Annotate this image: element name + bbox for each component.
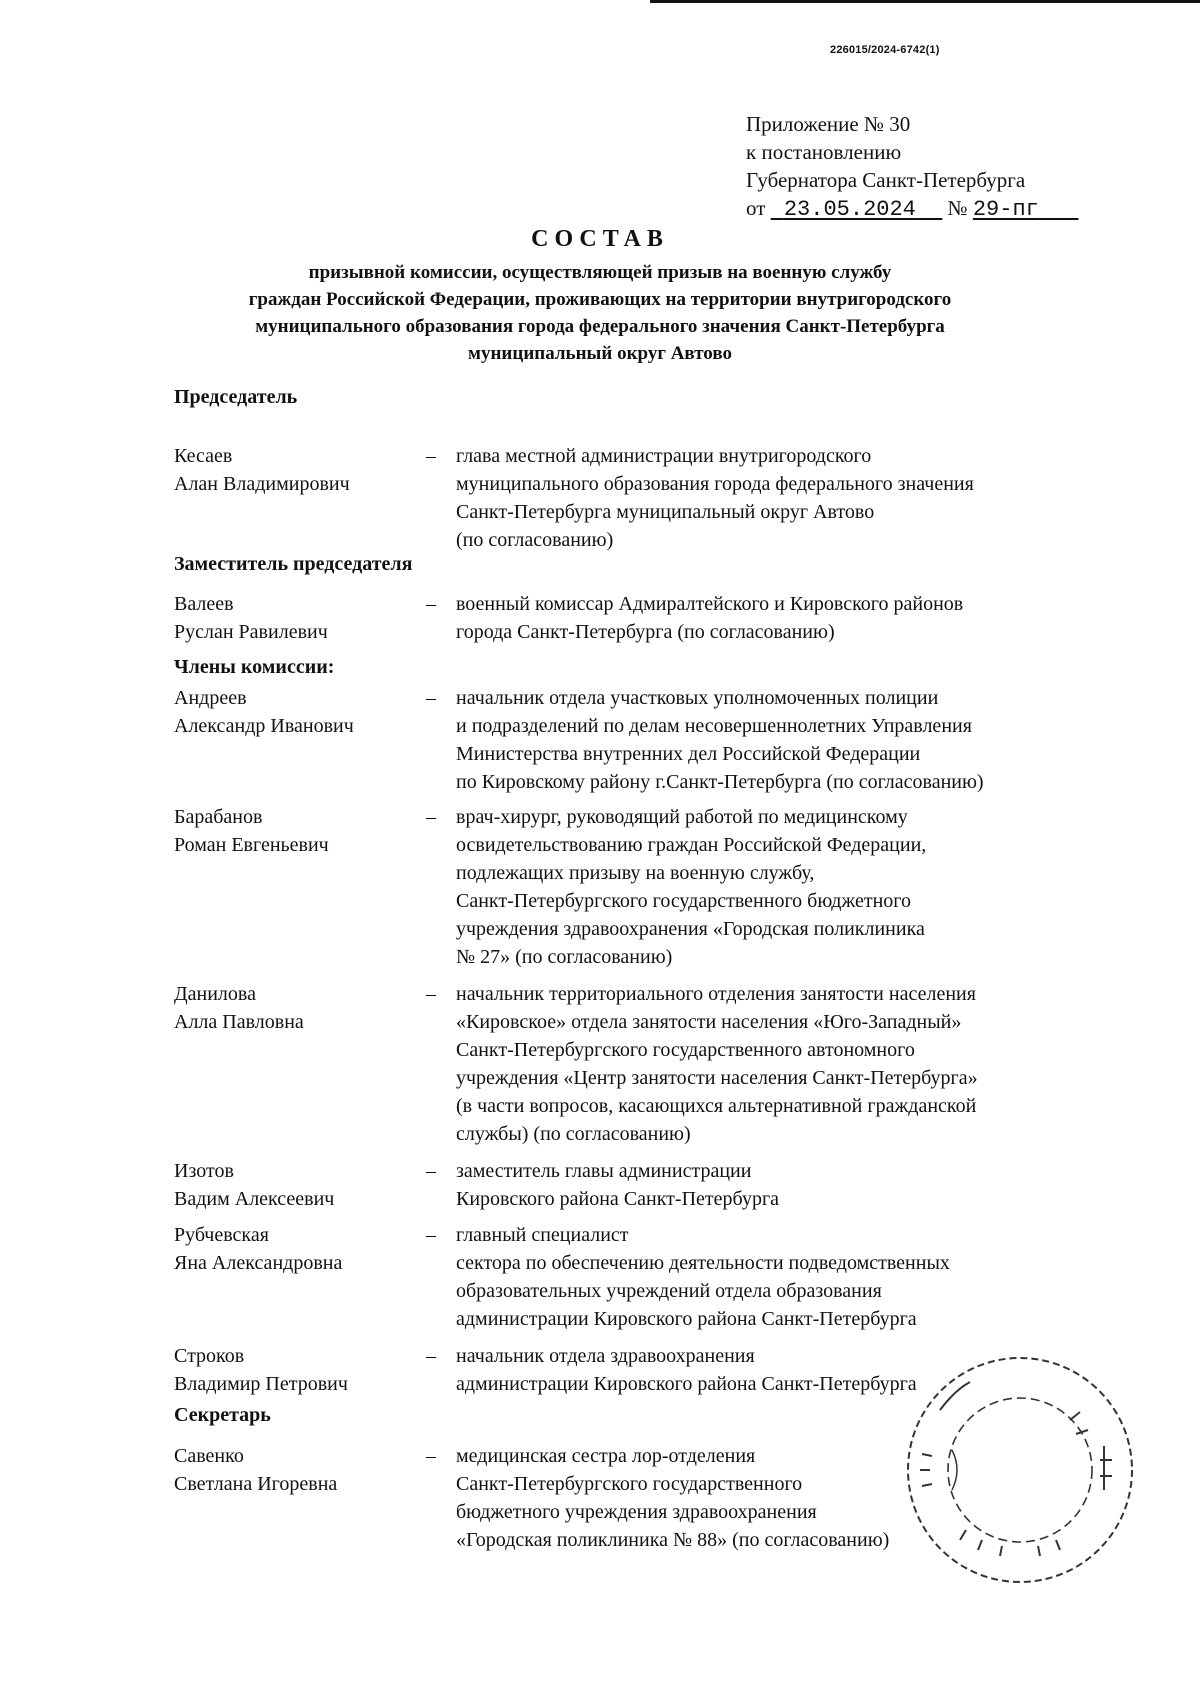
dash: – [426, 983, 436, 1005]
number-prefix: № [947, 196, 968, 220]
section-members: Члены комиссии: [174, 656, 335, 678]
member-description: врач-хирург, руководящий работой по медицинскому освидетельствованию граждан Российской Федерации, подлежащих призыву на военную службу, Санкт-Петербургского государственного бюджетного учреждения здравоохранения «Городская поликлиника № 27» (по согласованию) [456, 806, 927, 968]
document-number: 226015/2024-6742(1) [830, 44, 940, 56]
member-name: Изотов Вадим Алексеевич [174, 1160, 335, 1210]
dash: – [426, 1445, 436, 1467]
member-description: медицинская сестра лор-отделения Санкт-Петербургского государственного бюджетного учреждения здравоохранения «Городская поликлиника № 88» (по согласованию) [456, 1445, 890, 1551]
member-name: Барабанов Роман Евгеньевич [174, 806, 329, 856]
member-description: начальник территориального отделения занятости населения «Кировское» отдела занятости населения «Юго-Западный» Санкт-Петербургского государственного автономного учреждения «Центр занятости населения Санкт-Петербурга» (в части вопросов, касающихся альтернативной гражданской службы) (по согласованию) [456, 983, 978, 1145]
member-description: заместитель главы администрации Кировского района Санкт-Петербурга [456, 1160, 780, 1210]
member-description: начальник отдела участковых уполномоченных полиции и подразделений по делам несовершеннолетних Управления Министерства внутренних дел Российской Федерации по Кировскому району г.Санкт-Петербурга (по согласованию) [456, 687, 984, 793]
official-stamp-icon [900, 1350, 1140, 1590]
title-line: муниципального образования города федерального значения Санкт-Петербурга [255, 316, 945, 337]
member-name: Строков Владимир Петрович [174, 1345, 348, 1395]
document-title [0, 226, 1200, 367]
dash: – [426, 1345, 436, 1367]
date-line [746, 194, 1078, 224]
appendix-line: Приложение № 30 [746, 112, 911, 136]
appendix-block [746, 110, 1078, 224]
title-main: СОСТАВ [531, 226, 669, 252]
member-name: Данилова Алла Павловна [174, 983, 304, 1033]
member-name: Кесаев Алан Владимирович [174, 445, 350, 495]
number-value: 29-пг [972, 197, 1039, 222]
title-line: призывной комиссии, осуществляющей призыв на военную службу [308, 262, 892, 283]
member-name: Валеев Руслан Равилевич [174, 593, 328, 643]
section-deputy: Заместитель председателя [174, 553, 413, 575]
member-description: глава местной администрации внутригородского муниципального образования города федерального значения Санкт-Петербурга муниципальный округ Автово (по согласованию) [456, 445, 974, 551]
dash: – [426, 806, 436, 828]
member-name: Андреев Александр Иванович [174, 687, 354, 737]
section-secretary: Секретарь [174, 1404, 271, 1426]
top-rule [650, 0, 1200, 3]
date-value: 23.05.2024 [783, 197, 916, 222]
dash: – [426, 687, 436, 709]
member-description: начальник отдела здравоохранения администрации Кировского района Санкт-Петербурга [456, 1345, 917, 1395]
dash: – [426, 1160, 436, 1182]
member-name: Савенко Светлана Игоревна [174, 1445, 338, 1495]
dash: – [426, 593, 436, 615]
section-chairman: Председатель [174, 386, 298, 408]
appendix-line: Губернатора Санкт-Петербурга [746, 168, 1026, 192]
member-name: Рубчевская Яна Александровна [174, 1224, 343, 1274]
dash: – [426, 445, 436, 467]
appendix-line: к постановлению [746, 140, 902, 164]
member-description: военный комиссар Адмиралтейского и Кировского районов города Санкт-Петербурга (по согласованию) [456, 593, 964, 643]
member-description: главный специалист сектора по обеспечению деятельности подведомственных образовательных учреждений отдела образования администрации Кировского района Санкт-Петербурга [456, 1224, 950, 1330]
dash: – [426, 1224, 436, 1246]
title-line: граждан Российской Федерации, проживающих на территории внутригородского [248, 289, 952, 310]
date-prefix: от [746, 196, 766, 220]
title-line: муниципальный округ Автово [468, 343, 732, 364]
